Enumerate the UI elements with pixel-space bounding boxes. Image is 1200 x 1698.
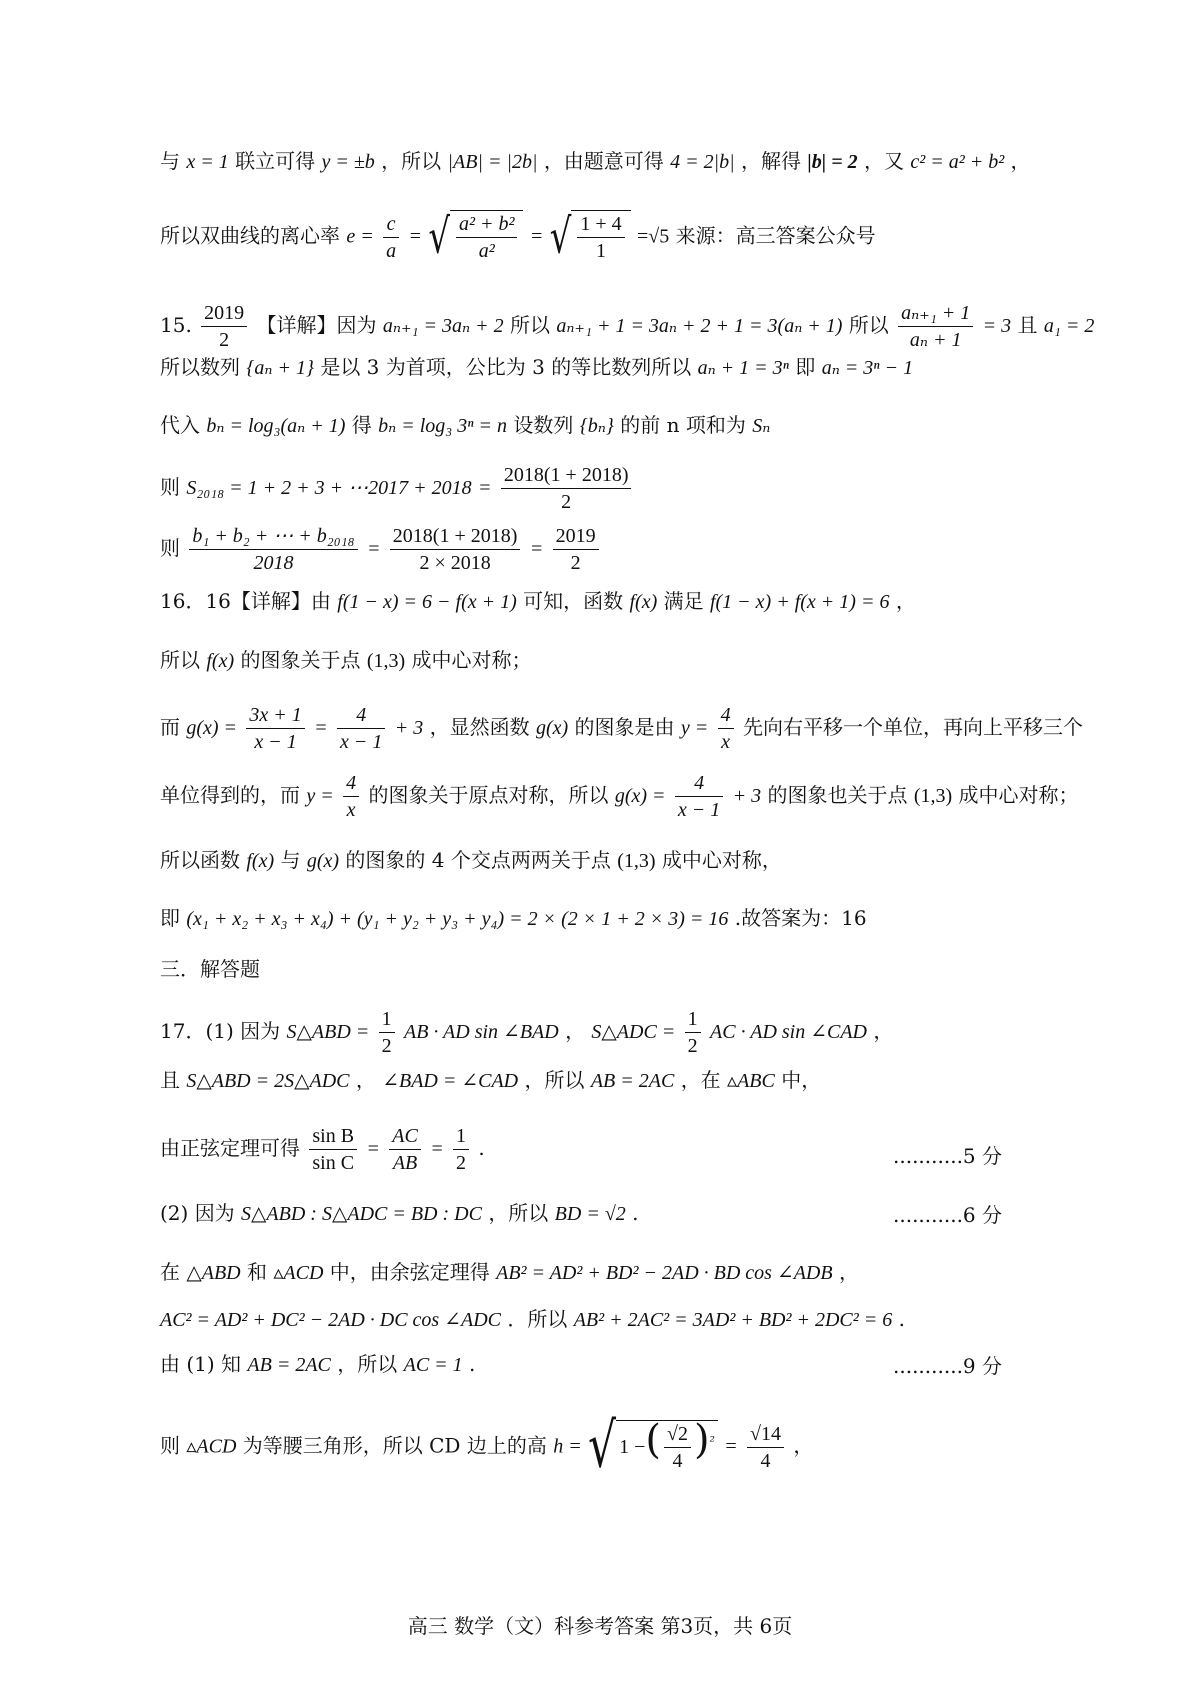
text: .	[469, 1352, 476, 1376]
math: f(x)	[629, 591, 658, 613]
text: 为等腰三角形，所以 CD 边上的高	[242, 1433, 547, 1458]
line-15	[160, 1006, 893, 1059]
math: (1,3)	[913, 785, 953, 807]
text: .	[898, 1307, 905, 1331]
text: 所以数列	[160, 355, 240, 379]
text: ，显然函数	[429, 715, 530, 739]
text: 满足	[663, 589, 704, 613]
line-22	[160, 1410, 814, 1482]
score-mark: ...........9 分	[893, 1354, 1003, 1378]
text: .	[632, 1201, 639, 1225]
text: 可知，函数	[523, 589, 624, 613]
line-2	[160, 210, 876, 264]
math: =	[408, 225, 422, 248]
line-10	[160, 702, 1083, 755]
text: ．所以	[507, 1307, 568, 1331]
math: y = ±b	[321, 151, 375, 173]
text: ，又	[863, 149, 904, 173]
text: 且	[1017, 313, 1038, 337]
math: △ABD	[186, 1262, 241, 1284]
text: 的图象是由	[574, 715, 675, 739]
line-9	[160, 646, 532, 675]
text: 的图象的 4 个交点两两关于点	[345, 848, 611, 872]
text: ，	[838, 1260, 859, 1284]
text: ，	[873, 1019, 894, 1043]
text: 代入	[160, 413, 200, 437]
fraction: $\frac{\text{b₁ + b₂ + ⋯ + b₂₀₁₈}}{2018}$	[189, 523, 357, 576]
math: aₙ₊₁ + 1 = 3aₙ + 2 + 1 = 3(aₙ + 1)	[556, 315, 843, 337]
answer-fraction: $\frac{2019}{2}$	[201, 300, 247, 353]
math: f(x)	[246, 850, 275, 872]
text: 中，	[781, 1068, 822, 1092]
text: 17．(1) 因为	[160, 1019, 281, 1043]
math: AB = 2AC	[247, 1354, 331, 1376]
text: 设数列	[513, 413, 574, 437]
math: AB = 2AC	[590, 1070, 675, 1092]
text: 所以	[160, 648, 200, 672]
text: (2) 因为	[160, 1201, 235, 1225]
text: ，所以	[524, 1068, 585, 1092]
math: bₙ = log₃ 3ⁿ = n	[378, 415, 508, 437]
text: ，所以	[381, 149, 442, 173]
math: Sₙ	[752, 415, 771, 437]
text: 【详解】因为	[256, 313, 377, 337]
math: =	[430, 1138, 444, 1160]
math: =	[478, 477, 492, 499]
math: S₂₀₁₈ = 1 + 2 + 3 + ⋯2017 + 2018	[186, 477, 472, 499]
page-footer: 高三 数学（文）科参考答案 第3页，共 6页	[407, 1614, 793, 1638]
text: ，由题意可得	[543, 149, 664, 173]
math: 4 = 2|b|	[670, 151, 735, 173]
fraction: $\frac{2019}{2}$	[553, 523, 599, 576]
text: ，解得	[741, 149, 802, 173]
text: .	[478, 1136, 485, 1160]
math: = 3	[982, 315, 1012, 337]
score-mark: ...........6 分	[893, 1203, 1003, 1227]
math: S△ADC =	[591, 1021, 676, 1043]
fraction: $\frac{AC}{AB}$	[389, 1123, 421, 1176]
math: =	[529, 538, 544, 560]
math: =	[724, 1435, 738, 1458]
line-8	[160, 587, 916, 616]
math: ▵ACD	[273, 1262, 324, 1284]
text: 是以 3 为首项，公比为 3 的等比数列所以	[320, 355, 692, 379]
text: 与	[160, 149, 180, 173]
math: + 3	[394, 717, 424, 739]
text: 则	[160, 536, 180, 560]
text: ，	[793, 1433, 814, 1458]
line-16	[160, 1066, 821, 1095]
section-heading	[160, 955, 260, 983]
text: ，	[565, 1019, 586, 1043]
text: ，所以	[488, 1201, 549, 1225]
math: AC · AD sin ∠CAD	[710, 1021, 867, 1043]
text: 16．16【详解】由	[160, 589, 331, 613]
text: 联立可得	[235, 149, 316, 173]
text: ，	[895, 589, 916, 613]
text: 成中心对称；	[411, 648, 532, 672]
text: 单位得到的，而	[160, 783, 300, 807]
math: g(x)	[306, 850, 340, 872]
text: 所以函数	[160, 848, 240, 872]
math: AB · AD sin ∠BAD	[403, 1021, 559, 1043]
line-12	[160, 846, 782, 875]
fraction: $\frac{4}{x}$	[343, 770, 359, 823]
text: 而	[160, 715, 180, 739]
question-number: 15.	[160, 313, 192, 337]
text: 在	[160, 1260, 180, 1284]
text: .故答案为：16	[734, 906, 867, 930]
text: 所以	[848, 313, 889, 337]
math: g(x) =	[186, 717, 238, 739]
fraction: $\frac{2018(1 + 2018)}{2 \times 2018}$	[390, 523, 521, 576]
math: {bₙ}	[579, 415, 614, 437]
line-6	[160, 462, 634, 515]
line-4	[160, 353, 913, 382]
math: h =	[553, 1435, 582, 1458]
math: =	[366, 538, 381, 560]
math: y =	[680, 717, 709, 739]
math: (x₁ + x₂ + x₃ + x₄) + (y₁ + y₂ + y₃ + y₄) = 2 × (2 × 1 + 2 × 3) = 16	[186, 908, 729, 930]
line-19	[160, 1258, 859, 1287]
fraction: $\frac{3x + 1}{x - 1}$	[246, 702, 304, 755]
text: 所以双曲线的离心率	[160, 223, 340, 248]
math: ▵ACD	[186, 1435, 237, 1458]
math: BD = √2	[554, 1203, 626, 1225]
text: ，所以	[337, 1352, 398, 1376]
line-3	[160, 300, 1094, 353]
math: =	[366, 1138, 380, 1160]
math: S△ABD : S△ADC = BD : DC	[241, 1203, 482, 1225]
text: 的图象也关于点	[767, 783, 908, 807]
fraction: $\frac{1}{2}$	[453, 1123, 469, 1176]
math: |AB| = |2b|	[447, 151, 538, 173]
fraction: $\frac{4}{x - 1}$	[675, 770, 723, 823]
math: =√5	[637, 225, 670, 248]
sqrt: √ 1 −( $\frac{√2}{4}$ )$^{^2}$	[588, 1420, 718, 1474]
text: ，	[355, 1068, 376, 1092]
math: S△ABD =	[286, 1021, 370, 1043]
math: aₙ = 3ⁿ − 1	[821, 357, 914, 379]
fraction: $\frac{4}{x - 1}$	[337, 702, 385, 755]
text: 成中心对称；	[958, 783, 1079, 807]
line-11	[160, 770, 1079, 823]
math: {aₙ + 1}	[246, 357, 314, 379]
text: 成中心对称，	[661, 848, 782, 872]
text: 则	[160, 1433, 180, 1458]
text: 即	[160, 906, 180, 930]
text: 得	[351, 413, 372, 437]
line-20	[160, 1305, 905, 1334]
math: bₙ = log₃(aₙ + 1)	[206, 415, 346, 437]
math: x = 1	[186, 151, 229, 173]
fraction: $\frac{\text{sin B}}{\text{sin C}}$	[309, 1123, 357, 1176]
line-1	[160, 147, 1031, 176]
text: 且	[160, 1068, 180, 1092]
math: S△ABD = 2S△ADC	[186, 1070, 350, 1092]
line-18	[160, 1199, 639, 1228]
text: 和	[246, 1260, 267, 1284]
math: =	[314, 717, 328, 739]
text: 的图象关于点	[240, 648, 361, 672]
line-17	[160, 1123, 485, 1176]
fraction: $\frac{4}{x}$	[718, 702, 734, 755]
fraction: $\frac{1}{2}$	[379, 1006, 395, 1059]
score-mark: ...........5 分	[893, 1144, 1003, 1168]
math: AC² = AD² + DC² − 2AD · DC cos ∠ADC	[160, 1309, 501, 1331]
text: 由 (1) 知	[160, 1352, 242, 1376]
line-5	[160, 411, 770, 440]
fraction: $\frac{1}{2}$	[685, 1006, 701, 1059]
math: ∠BAD = ∠CAD	[382, 1070, 519, 1092]
text: ，在	[680, 1068, 721, 1092]
text: 即	[795, 355, 816, 379]
text: 的图象关于原点对称，所以	[368, 783, 609, 807]
fraction: $\frac{√14}{4}$	[747, 1421, 784, 1474]
math: aₙ₊₁ = 3aₙ + 2	[382, 315, 504, 337]
math: ▵ABC	[727, 1070, 775, 1092]
math: + 3	[732, 785, 762, 807]
math: AB² + 2AC² = 3AD² + BD² + 2DC² = 6	[573, 1309, 893, 1331]
math: f(1 − x) = 6 − f(x + 1)	[337, 591, 517, 613]
math: (1,3)	[617, 850, 656, 872]
line-7	[160, 523, 602, 576]
text: 中，由余弦定理得	[329, 1260, 490, 1284]
math: (1,3)	[366, 650, 406, 672]
math: aₙ + 1 = 3ⁿ	[697, 357, 789, 379]
text: 与	[280, 848, 301, 872]
text: 三．解答题	[160, 957, 260, 981]
text: 的前 n 项和为	[620, 413, 746, 437]
text: 由正弦定理可得	[160, 1136, 300, 1160]
text: ，	[1010, 149, 1031, 173]
line-13	[160, 904, 867, 933]
text: 则	[160, 475, 180, 499]
source-note: 来源：高三答案公众号	[675, 223, 876, 248]
math: g(x) =	[614, 785, 666, 807]
math: =	[529, 225, 544, 248]
math: f(1 − x) + f(x + 1) = 6	[709, 591, 890, 613]
math: g(x)	[535, 717, 569, 739]
math: a₁ = 2	[1043, 315, 1095, 337]
math: AB² = AD² + BD² − 2AD · BD cos ∠ADB	[496, 1262, 833, 1284]
fraction: $\frac{2018(1 + 2018)}{2}$	[501, 462, 632, 515]
math: f(x)	[206, 650, 235, 672]
fraction: $\frac{c}{a}$	[383, 211, 399, 264]
text: 先向右平移一个单位，再向上平移三个	[742, 715, 1083, 739]
text: 所以	[509, 313, 550, 337]
sqrt: √ $\frac{1 + 4}{1}$	[550, 210, 631, 264]
fraction: $\frac{\text{aₙ₊₁ + 1}}{\text{aₙ + 1}}$	[898, 300, 973, 353]
math: e =	[346, 225, 374, 248]
line-21	[160, 1350, 475, 1379]
math: y =	[306, 785, 334, 807]
math: |b| = 2	[807, 151, 858, 173]
sqrt: √ $\frac{\text{a² + b²}}{\text{a²}}$	[428, 210, 523, 264]
math: AC = 1	[403, 1354, 463, 1376]
math: c² = a² + b²	[910, 151, 1005, 173]
